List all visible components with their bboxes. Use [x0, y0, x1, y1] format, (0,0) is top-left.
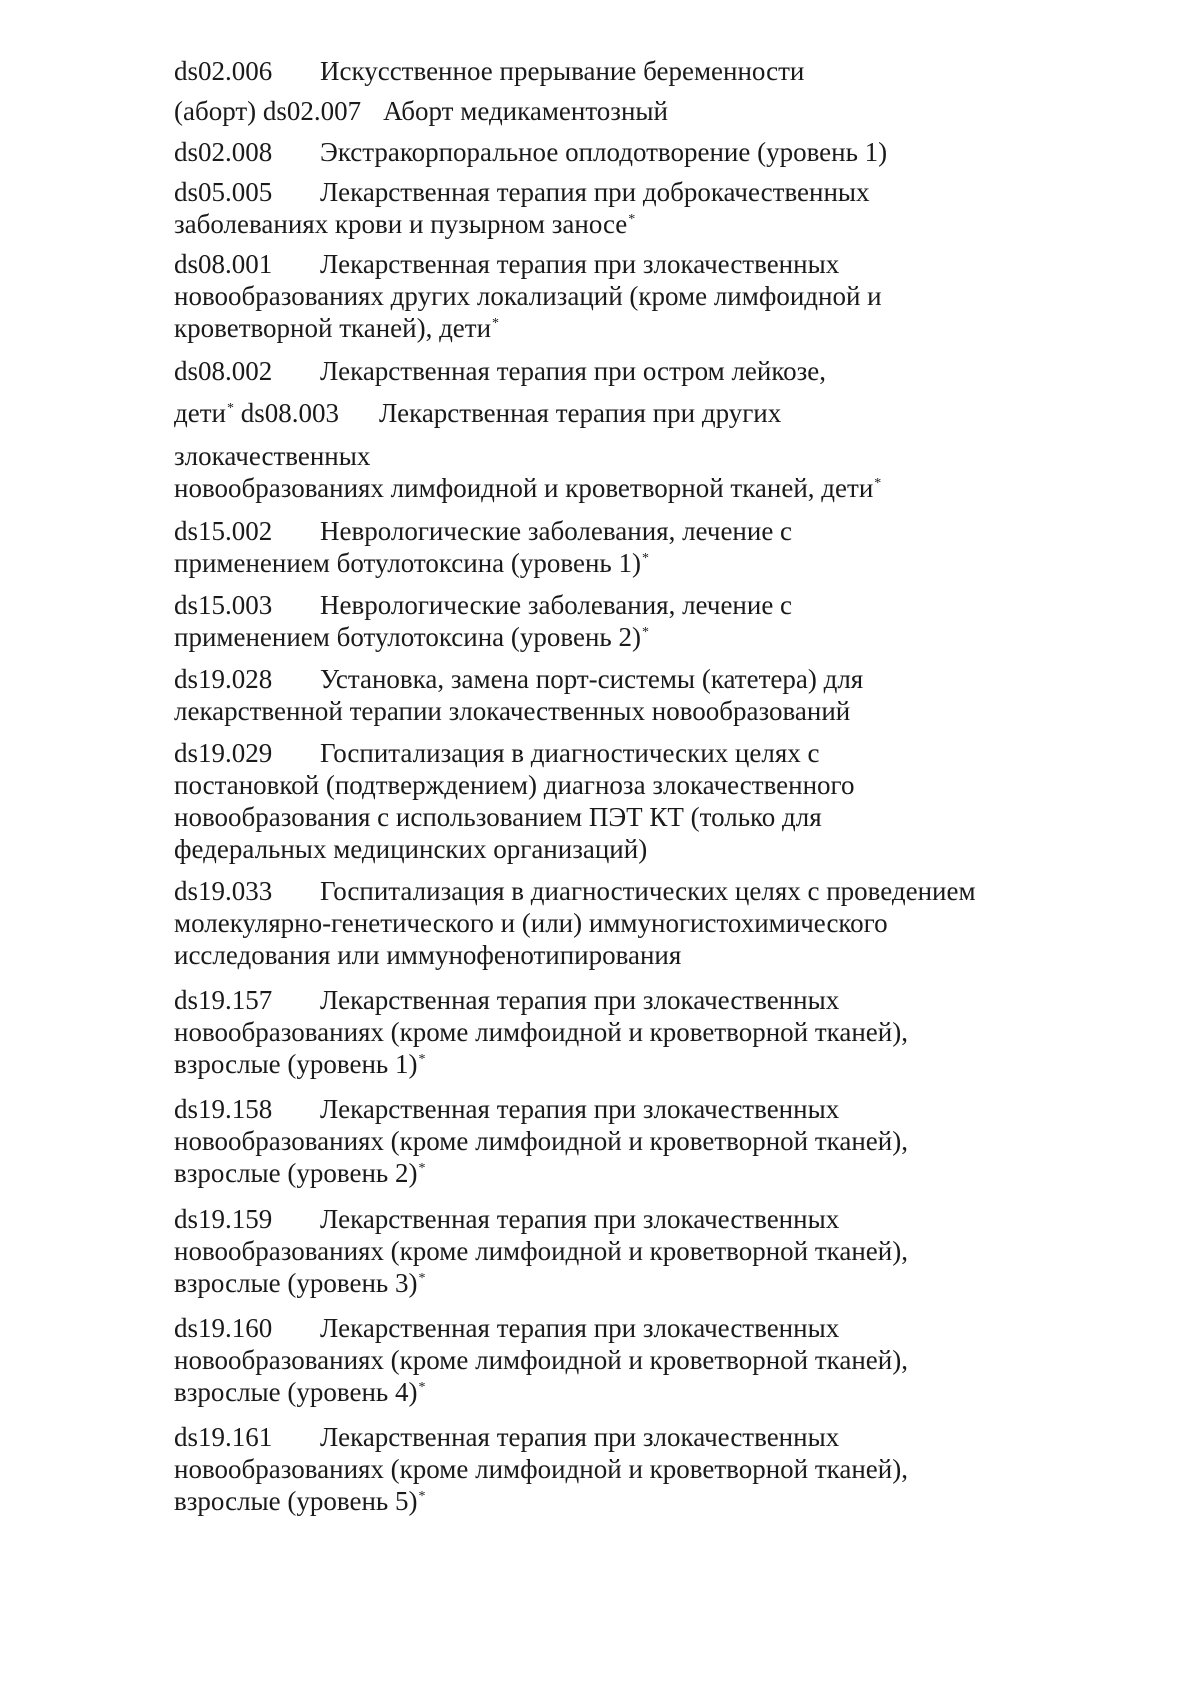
entry-continuation-text: новообразованиях лимфоидной и кроветворной тканей, дети	[174, 473, 874, 503]
entry-text: Неврологические заболевания, лечение с	[320, 516, 793, 546]
footnote-mark: *	[628, 212, 636, 227]
entry-continuation	[174, 1377, 426, 1407]
footnote-mark: *	[226, 401, 234, 416]
entry-text: Искусственное прерывание беременности	[320, 56, 805, 86]
entry-text: Госпитализация в диагностических целях с проведением	[320, 876, 976, 906]
entry-code: ds05.005	[174, 177, 273, 207]
entry-continuation-text: федеральных медицинских организаций)	[174, 834, 648, 864]
entry-code: ds02.006	[174, 56, 273, 86]
entry-line	[174, 1422, 839, 1452]
entry-continuation	[174, 1454, 908, 1484]
entry-code: ds19.158	[174, 1094, 273, 1124]
entry-continuation-text: применением ботулотоксина (уровень 1)	[174, 548, 641, 578]
entry-continuation	[174, 1486, 426, 1516]
entry-continuation-text: новообразованиях (кроме лимфоидной и кроветворной тканей),	[174, 1236, 908, 1266]
footnote-mark: *	[874, 476, 882, 491]
entry-continuation	[174, 1158, 426, 1188]
entry-code: ds19.029	[174, 738, 273, 768]
entry-continuation	[174, 940, 681, 970]
entry-line	[174, 56, 804, 86]
entry-continuation	[174, 1126, 908, 1156]
entry-continuation-text: новообразованиях других локализаций (кроме лимфоидной и	[174, 281, 882, 311]
entry-continuation	[174, 1236, 908, 1266]
entry-continuation-text: новообразованиях (кроме лимфоидной и кроветворной тканей),	[174, 1345, 908, 1375]
entry-line	[174, 137, 887, 167]
entry-line	[174, 664, 863, 694]
entry-code: ds19.157	[174, 985, 273, 1015]
entry-text: Госпитализация в диагностических целях с	[320, 738, 820, 768]
entry-code: ds19.033	[174, 876, 273, 906]
entry-continuation-text: кроветворной тканей), дети	[174, 313, 492, 343]
entry-code: ds19.160	[174, 1313, 273, 1343]
entry-text: Лекарственная терапия при других	[379, 398, 782, 428]
entry-text: Лекарственная терапия при доброкачественных	[320, 177, 870, 207]
entry-continuation-text: взрослые (уровень 5)	[174, 1486, 418, 1516]
entry-continuation	[174, 1268, 426, 1298]
entry-lead-text: (аборт)	[174, 96, 257, 126]
entry-line	[174, 516, 792, 546]
entry-code: ds02.008	[174, 137, 273, 167]
entry-lead-text: дети	[174, 398, 226, 428]
entry-text: Лекарственная терапия при злокачественных	[320, 1204, 840, 1234]
footnote-mark: *	[418, 1489, 426, 1504]
entry-code: ds19.161	[174, 1422, 273, 1452]
entry-line	[174, 985, 839, 1015]
entry-continuation	[174, 802, 822, 832]
entry-text: Лекарственная терапия при остром лейкозе,	[320, 356, 826, 386]
entry-continuation	[174, 1017, 908, 1047]
entry-continuation-text: новообразованиях (кроме лимфоидной и кроветворной тканей),	[174, 1017, 908, 1047]
entry-line	[174, 96, 668, 126]
entry-continuation-text: взрослые (уровень 1)	[174, 1049, 418, 1079]
entry-continuation-text: взрослые (уровень 4)	[174, 1377, 418, 1407]
entry-continuation-text: применением ботулотоксина (уровень 2)	[174, 622, 641, 652]
entry-text: Лекарственная терапия при злокачественных	[320, 1094, 840, 1124]
entry-text: Лекарственная терапия при злокачественных	[320, 1422, 840, 1452]
entry-continuation	[174, 548, 649, 578]
entry-continuation	[174, 1345, 908, 1375]
entry-continuation	[174, 696, 850, 726]
entry-line	[174, 1313, 839, 1343]
entry-continuation	[174, 908, 888, 938]
entry-line	[174, 249, 839, 279]
footnote-mark: *	[641, 625, 649, 640]
entry-line	[174, 1094, 839, 1124]
entry-continuation-text: постановкой (подтверждением) диагноза злокачественного	[174, 770, 855, 800]
entry-line	[174, 590, 792, 620]
entry-continuation-text: молекулярно-генетического и (или) иммуногистохимического	[174, 908, 888, 938]
entry-continuation	[174, 622, 649, 652]
footnote-mark: *	[418, 1161, 426, 1176]
entry-continuation-text: новообразованиях (кроме лимфоидной и кроветворной тканей),	[174, 1454, 908, 1484]
entry-text: Установка, замена порт-системы (катетера) для	[320, 664, 864, 694]
entry-continuation-text: новообразования с использованием ПЭТ КТ (только для	[174, 802, 822, 832]
entry-continuation	[174, 441, 370, 471]
footnote-mark: *	[418, 1380, 426, 1395]
entry-code: ds08.002	[174, 356, 273, 386]
entry-continuation-text: лекарственной терапии злокачественных новообразований	[174, 696, 851, 726]
entry-code: ds19.028	[174, 664, 273, 694]
footnote-mark: *	[492, 316, 500, 331]
entry-line	[174, 356, 826, 386]
entry-continuation-text: взрослые (уровень 2)	[174, 1158, 418, 1188]
entry-continuation-text: новообразованиях (кроме лимфоидной и кроветворной тканей),	[174, 1126, 908, 1156]
entry-text: Лекарственная терапия при злокачественных	[320, 985, 840, 1015]
entry-code: ds19.159	[174, 1204, 273, 1234]
entry-continuation	[174, 281, 882, 311]
entry-text: Аборт медикаментозный	[383, 96, 668, 126]
entry-code: ds15.003	[174, 590, 273, 620]
footnote-mark: *	[418, 1271, 426, 1286]
entry-text: Лекарственная терапия при злокачественных	[320, 1313, 840, 1343]
footnote-mark: *	[641, 551, 649, 566]
footnote-mark: *	[418, 1052, 426, 1067]
entry-line	[174, 177, 870, 207]
entry-continuation-text: злокачественных	[174, 441, 371, 471]
entry-line	[174, 1204, 839, 1234]
entry-continuation	[174, 834, 647, 864]
entry-continuation-text: заболеваниях крови и пузырном заносе	[174, 209, 628, 239]
entry-continuation-text: исследования или иммунофенотипирования	[174, 940, 682, 970]
entry-text: Неврологические заболевания, лечение с	[320, 590, 793, 620]
entry-continuation	[174, 770, 854, 800]
entry-line	[174, 398, 781, 428]
entry-continuation	[174, 209, 635, 239]
entry-text: Экстракорпоральное оплодотворение (уровень 1)	[320, 137, 888, 167]
entry-continuation	[174, 473, 881, 503]
entry-continuation-text: взрослые (уровень 3)	[174, 1268, 418, 1298]
entry-code: ds15.002	[174, 516, 273, 546]
entry-line	[174, 876, 976, 906]
entry-text: Лекарственная терапия при злокачественных	[320, 249, 840, 279]
entry-continuation	[174, 1049, 426, 1079]
entry-continuation	[174, 313, 499, 343]
entry-code: ds08.001	[174, 249, 273, 279]
entry-line	[174, 738, 819, 768]
entry-code: ds02.007	[262, 96, 362, 126]
entry-code: ds08.003	[240, 398, 339, 428]
